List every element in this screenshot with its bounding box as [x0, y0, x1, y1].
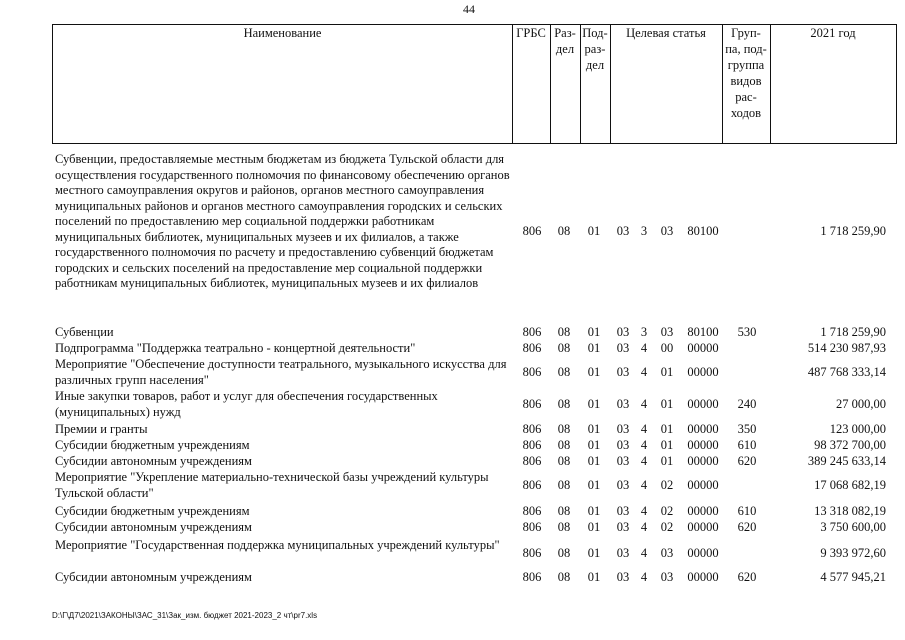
row-rz: 08: [557, 397, 571, 411]
row-c1: 03: [616, 224, 630, 238]
row-grbs: 806: [522, 325, 542, 339]
row-grbs: 806: [522, 397, 542, 411]
row-c2: 4: [640, 365, 648, 379]
row-pr: 01: [587, 224, 601, 238]
row-rz: 08: [557, 325, 571, 339]
row-c2: 4: [640, 422, 648, 436]
header-name: Наименование: [53, 25, 513, 143]
row-pr: 01: [587, 520, 601, 534]
row-c2: 4: [640, 454, 648, 468]
row-c2: 3: [640, 224, 648, 238]
row-name: Мероприятие "Государственная поддержка муниципальных учреждений культуры": [55, 538, 500, 552]
row-vr: 350: [737, 422, 757, 436]
row-grbs: 806: [522, 546, 542, 560]
row-amount: 98 372 700,00: [814, 438, 886, 452]
file-path: D:\Г\Д7\2021\ЗАКОНЫ\ЗАС_31\Зак_изм. бюджет 2021-2023_2 чт\pr7.xls: [52, 611, 318, 620]
row-c1: 03: [616, 438, 630, 452]
row-pr: 01: [587, 504, 601, 518]
row-c2: 4: [640, 397, 648, 411]
row-c4: 00000: [687, 365, 719, 379]
table-row: [52, 389, 895, 421]
row-vr: 620: [737, 454, 757, 468]
row-c1: 03: [616, 422, 630, 436]
row-grbs: 806: [522, 520, 542, 534]
row-rz: 08: [557, 365, 571, 379]
row-c3: 01: [660, 454, 674, 468]
row-amount: 1 718 259,90: [820, 325, 886, 339]
row-vr: 620: [737, 570, 757, 584]
row-name: Субсидии автономным учреждениям: [55, 520, 252, 534]
row-amount: 514 230 987,93: [807, 341, 886, 355]
row-rz: 08: [557, 224, 571, 238]
row-amount: 17 068 682,19: [814, 478, 886, 492]
row-amount: 13 318 082,19: [814, 504, 886, 518]
row-c1: 03: [616, 504, 630, 518]
row-grbs: 806: [522, 224, 542, 238]
row-vr: 610: [737, 504, 757, 518]
row-amount: 487 768 333,14: [807, 365, 886, 379]
row-c4: 00000: [687, 422, 719, 436]
row-grbs: 806: [522, 422, 542, 436]
row-rz: 08: [557, 504, 571, 518]
row-grbs: 806: [522, 438, 542, 452]
table-row: [52, 357, 895, 389]
header-grbs: ГРБС: [512, 25, 551, 143]
row-name: Подпрограмма "Поддержка театрально - концертной деятельности": [55, 341, 416, 355]
row-c3: 02: [660, 520, 674, 534]
row-pr: 01: [587, 397, 601, 411]
row-amount: 27 000,00: [836, 397, 886, 411]
header-podrazdel: Под- раз- дел: [580, 25, 611, 143]
row-c1: 03: [616, 341, 630, 355]
row-c4: 00000: [687, 546, 719, 560]
row-rz: 08: [557, 546, 571, 560]
row-c1: 03: [616, 546, 630, 560]
row-c2: 3: [640, 325, 648, 339]
row-c1: 03: [616, 365, 630, 379]
page-number: 44: [463, 2, 475, 16]
table-row: [52, 438, 895, 454]
row-name: Субсидии автономным учреждениям: [55, 454, 252, 468]
row-c2: 4: [640, 438, 648, 452]
table-row: [52, 520, 895, 536]
row-grbs: 806: [522, 341, 542, 355]
row-c3: 03: [660, 224, 674, 238]
row-c3: 03: [660, 325, 674, 339]
row-pr: 01: [587, 438, 601, 452]
row-rz: 08: [557, 341, 571, 355]
row-c3: 03: [660, 570, 674, 584]
table-row: [52, 152, 895, 312]
row-c3: 01: [660, 422, 674, 436]
row-c4: 00000: [687, 454, 719, 468]
header-razdel: Раз- дел: [550, 25, 581, 143]
row-c4: 80100: [687, 224, 719, 238]
row-c1: 03: [616, 397, 630, 411]
row-c2: 4: [640, 341, 648, 355]
row-grbs: 806: [522, 478, 542, 492]
row-c3: 03: [660, 546, 674, 560]
header-year: 2021 год: [810, 26, 856, 40]
row-c4: 00000: [687, 341, 719, 355]
header-target: Целевая статья: [610, 25, 723, 143]
row-c3: 00: [660, 341, 674, 355]
row-grbs: 806: [522, 570, 542, 584]
row-name: Субвенции: [55, 325, 114, 339]
row-name: Мероприятие "Обеспечение доступности театрального, музыкального искусства для различных групп населения": [55, 357, 507, 387]
table-header: [52, 24, 897, 144]
row-amount: 389 245 633,14: [807, 454, 886, 468]
row-pr: 01: [587, 325, 601, 339]
row-c3: 02: [660, 478, 674, 492]
row-c1: 03: [616, 478, 630, 492]
row-grbs: 806: [522, 504, 542, 518]
row-amount: 9 393 972,60: [820, 546, 886, 560]
row-name: Мероприятие "Укрепление материально-технической базы учреждений культуры Тульской области": [55, 470, 489, 500]
row-vr: 240: [737, 397, 757, 411]
row-vr: 620: [737, 520, 757, 534]
row-c2: 4: [640, 478, 648, 492]
row-vr: 530: [737, 325, 757, 339]
row-pr: 01: [587, 570, 601, 584]
row-pr: 01: [587, 365, 601, 379]
row-c2: 4: [640, 520, 648, 534]
row-pr: 01: [587, 341, 601, 355]
row-amount: 1 718 259,90: [820, 224, 886, 238]
row-c1: 03: [616, 325, 630, 339]
row-c2: 4: [640, 570, 648, 584]
row-c4: 80100: [687, 325, 719, 339]
table-row: [52, 325, 895, 341]
row-amount: 4 577 945,21: [820, 570, 886, 584]
row-grbs: 806: [522, 454, 542, 468]
row-rz: 08: [557, 570, 571, 584]
row-rz: 08: [557, 478, 571, 492]
row-c3: 02: [660, 504, 674, 518]
row-amount: 123 000,00: [829, 422, 886, 436]
header-group: Груп- па, под- группа видов рас- ходов: [722, 25, 771, 143]
row-c2: 4: [640, 504, 648, 518]
row-c1: 03: [616, 520, 630, 534]
table-row: [52, 504, 895, 520]
row-c2: 4: [640, 546, 648, 560]
row-pr: 01: [587, 546, 601, 560]
row-rz: 08: [557, 520, 571, 534]
row-c4: 00000: [687, 570, 719, 584]
row-c4: 00000: [687, 478, 719, 492]
row-rz: 08: [557, 422, 571, 436]
row-c4: 00000: [687, 504, 719, 518]
row-name: Субсидии бюджетным учреждениям: [55, 438, 250, 452]
table-row: [52, 570, 895, 586]
row-c4: 00000: [687, 438, 719, 452]
row-c3: 01: [660, 397, 674, 411]
row-c3: 01: [660, 438, 674, 452]
row-rz: 08: [557, 454, 571, 468]
row-c1: 03: [616, 454, 630, 468]
row-c4: 00000: [687, 520, 719, 534]
row-c4: 00000: [687, 397, 719, 411]
row-pr: 01: [587, 478, 601, 492]
row-pr: 01: [587, 422, 601, 436]
table-row: [52, 538, 895, 570]
row-name: Субвенции, предоставляемые местным бюджетам из бюджета Тульской области для осуществления государственного полномочия по финансовому обеспечению органов местного самоуправления округов и районов, органов местного самоуправления муниципальных районов и органов местного самоуправления городских и сельских поселений по предоставлению мер социальной поддержки работникам муниципальных библиотек, муниципальных музеев и их филиалов, а также государственного полномочия по расчету и предоставлению субвенций бюджетам городских и сельских поселений на предоставление мер социальной поддержки работникам муниципальных библиотек, муниципальных музеев и их филиалов: [55, 152, 510, 290]
row-rz: 08: [557, 438, 571, 452]
table-row: [52, 422, 895, 438]
row-amount: 3 750 600,00: [820, 520, 886, 534]
row-name: Иные закупки товаров, работ и услуг для обеспечения государственных (муниципальных) нужд: [55, 389, 438, 419]
row-vr: 610: [737, 438, 757, 452]
row-pr: 01: [587, 454, 601, 468]
row-c3: 01: [660, 365, 674, 379]
table-row: [52, 341, 895, 357]
table-row: [52, 470, 895, 502]
table-row: [52, 454, 895, 470]
row-name: Субсидии бюджетным учреждениям: [55, 504, 250, 518]
row-name: Премии и гранты: [55, 422, 148, 436]
row-c1: 03: [616, 570, 630, 584]
row-name: Субсидии автономным учреждениям: [55, 570, 252, 584]
row-grbs: 806: [522, 365, 542, 379]
